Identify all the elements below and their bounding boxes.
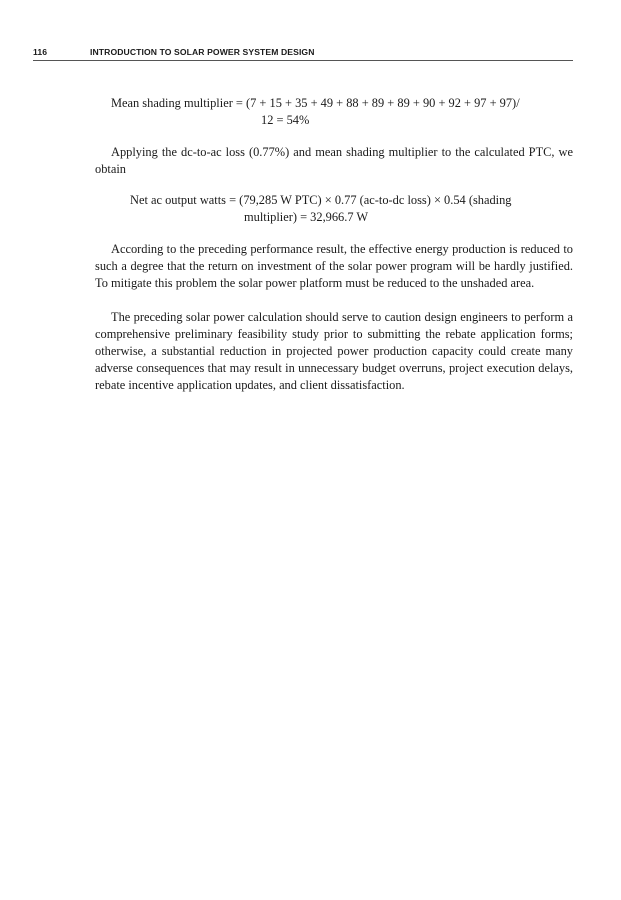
equation-net-output-line1: Net ac output watts = (79,285 W PTC) × 0.77 (ac-to-dc loss) × 0.54 (shading xyxy=(130,193,512,207)
paragraph-performance-result: According to the preceding performance result, the effective energy production is reduced to such a degree that the return on investment of the solar power program will be hardly justified. To mitigate this problem the solar power platform must be reduced to the unshaded area. xyxy=(95,242,573,290)
page-number: 116 xyxy=(33,47,48,57)
equation-net-output-line2: multiplier) = 32,966.7 W xyxy=(244,210,369,224)
paragraph-caution-engineers: The preceding solar power calculation should serve to caution design engineers to perform a comprehensive preliminary feasibility study prior to submitting the rebate application forms; otherwise, a substantial reduction in projected power production capacity could create many adverse consequences that may result in unnecessary budget overruns, project execution delays, rebate incentive application updates, and client dissatisfaction. xyxy=(95,310,573,392)
paragraph-applying-loss: Applying the dc-to-ac loss (0.77%) and mean shading multiplier to the calculated PTC, we obtain xyxy=(95,145,573,176)
running-head-title: INTRODUCTION TO SOLAR POWER SYSTEM DESIGN xyxy=(90,47,315,57)
equation-mean-shading-line2: 12 = 54% xyxy=(261,113,310,127)
running-head xyxy=(33,46,573,61)
equation-mean-shading-line1: Mean shading multiplier = (7 + 15 + 35 + 49 + 88 + 89 + 89 + 90 + 92 + 97 + 97)/ xyxy=(111,96,520,110)
